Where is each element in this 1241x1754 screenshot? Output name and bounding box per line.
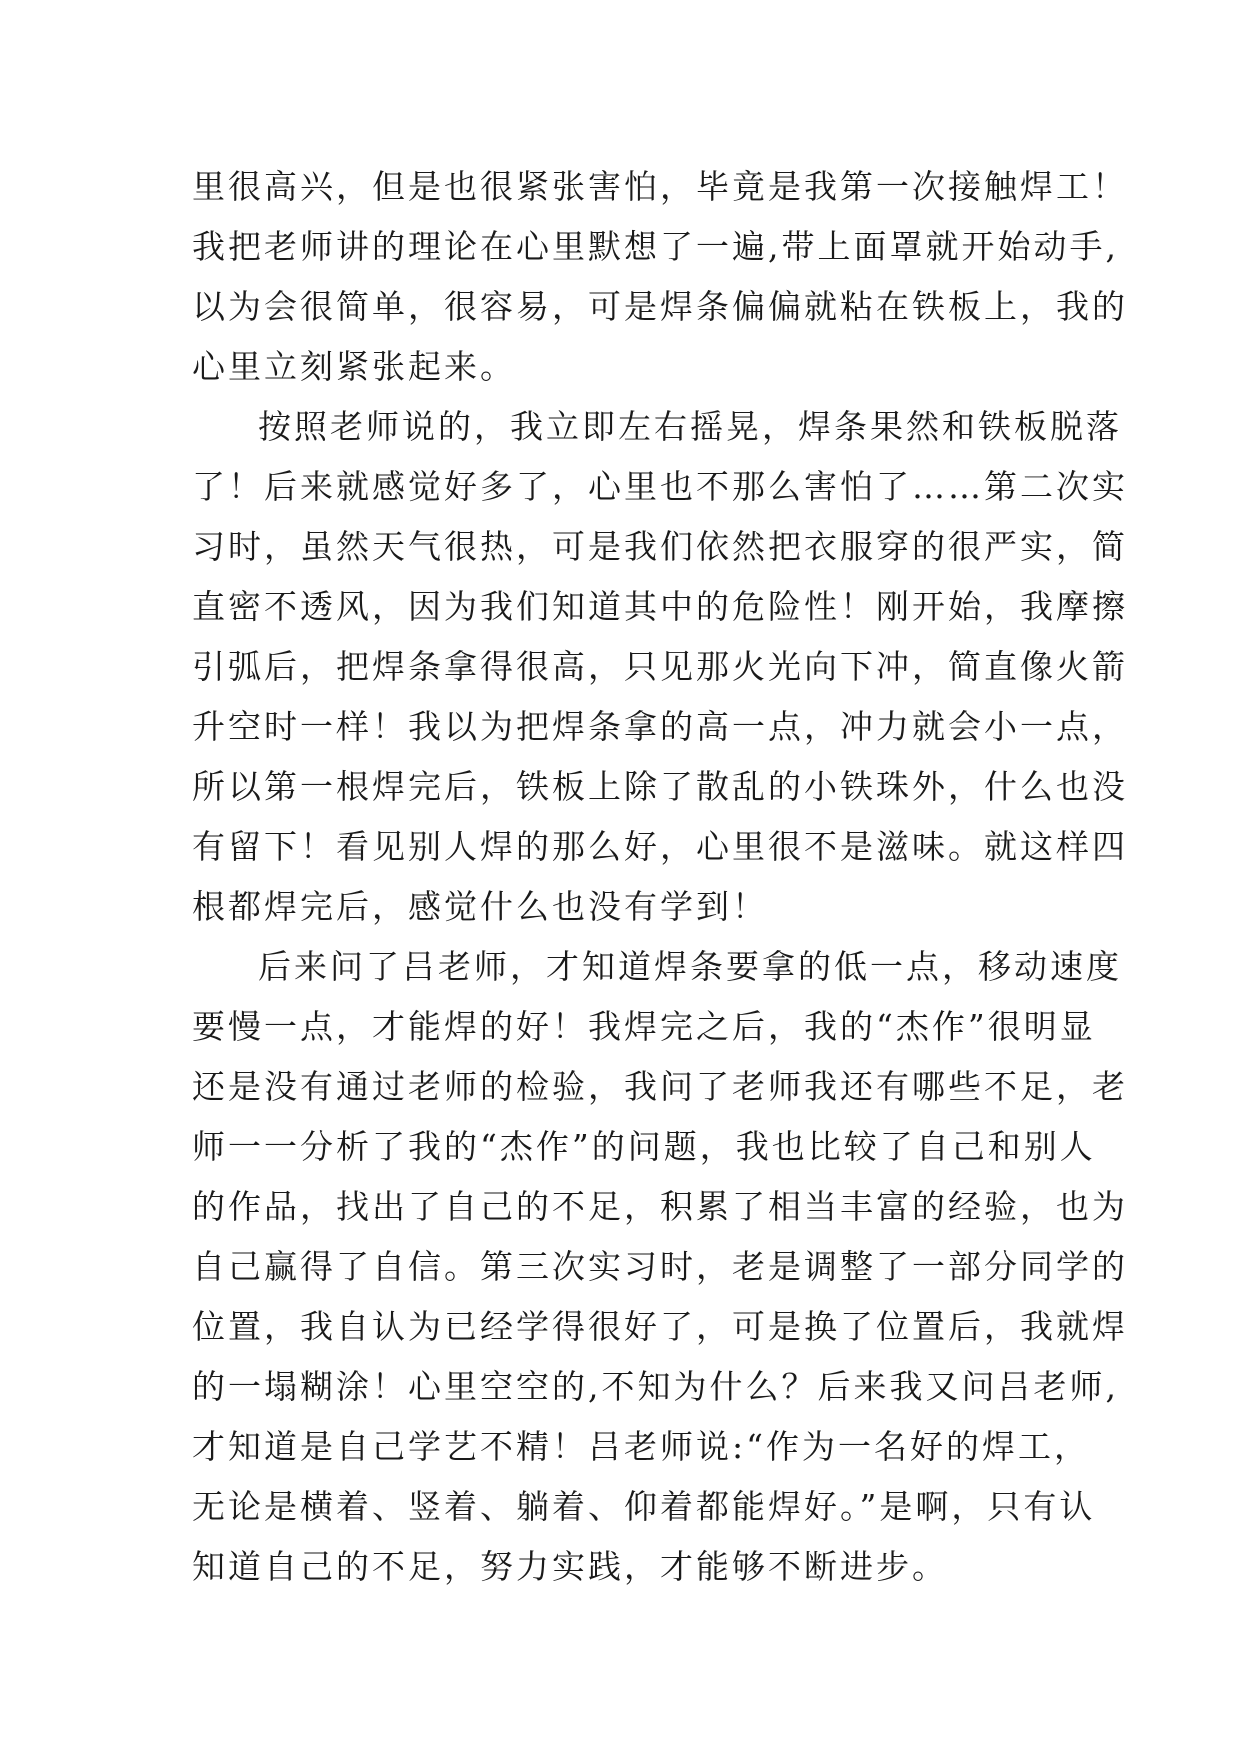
text-line: 了！后来就感觉好多了，心里也不那么害怕了……第二次实	[192, 467, 1128, 506]
text-line: 有留下！看见别人焊的那么好，心里很不是滋味。就这样四	[192, 827, 1128, 866]
text-line: 我把老师讲的理论在心里默想了一遍,带上面罩就开始动手,	[192, 227, 1119, 266]
text-line: 的作品，找出了自己的不足，积累了相当丰富的经验，也为	[192, 1187, 1128, 1226]
text-line: 引弧后，把焊条拿得很高，只见那火光向下冲，简直像火箭	[192, 647, 1128, 686]
text-line: 自己赢得了自信。第三次实习时，老是调整了一部分同学的	[192, 1247, 1128, 1286]
paragraph-first-line: 按照老师说的，我立即左右摇晃，焊条果然和铁板脱落	[258, 407, 1122, 446]
text-line: 里很高兴，但是也很紧张害怕，毕竟是我第一次接触焊工！	[192, 167, 1128, 206]
text-line: 位置，我自认为已经学得很好了，可是换了位置后，我就焊	[192, 1307, 1128, 1346]
text-line: 的一塌糊涂！心里空空的,不知为什么？后来我又问吕老师,	[192, 1367, 1119, 1406]
text-line: 要慢一点，才能焊的好！我焊完之后，我的“杰作”很明显	[192, 1007, 1096, 1046]
text-line: 所以第一根焊完后，铁板上除了散乱的小铁珠外，什么也没	[192, 767, 1128, 806]
text-line: 无论是横着、竖着、躺着、仰着都能焊好。”是啊，只有认	[192, 1487, 1096, 1526]
text-line: 升空时一样！我以为把焊条拿的高一点，冲力就会小一点，	[192, 707, 1128, 746]
text-line: 师一一分析了我的“杰作”的问题，我也比较了自己和别人	[192, 1127, 1096, 1166]
body-text	[192, 157, 1128, 1597]
text-line: 直密不透风，因为我们知道其中的危险性！刚开始，我摩擦	[192, 587, 1128, 626]
text-line: 知道自己的不足，努力实践，才能够不断进步。	[192, 1547, 948, 1586]
text-line: 才知道是自己学艺不精！吕老师说:“作为一名好的焊工，	[192, 1427, 1090, 1466]
text-line: 根都焊完后，感觉什么也没有学到！	[192, 887, 768, 926]
text-line: 心里立刻紧张起来。	[192, 347, 516, 386]
paragraph-first-line: 后来问了吕老师，才知道焊条要拿的低一点，移动速度	[258, 947, 1122, 986]
text-line: 还是没有通过老师的检验，我问了老师我还有哪些不足，老	[192, 1067, 1128, 1106]
text-line: 以为会很简单，很容易，可是焊条偏偏就粘在铁板上，我的	[192, 287, 1128, 326]
text-line: 习时，虽然天气很热，可是我们依然把衣服穿的很严实，简	[192, 527, 1128, 566]
